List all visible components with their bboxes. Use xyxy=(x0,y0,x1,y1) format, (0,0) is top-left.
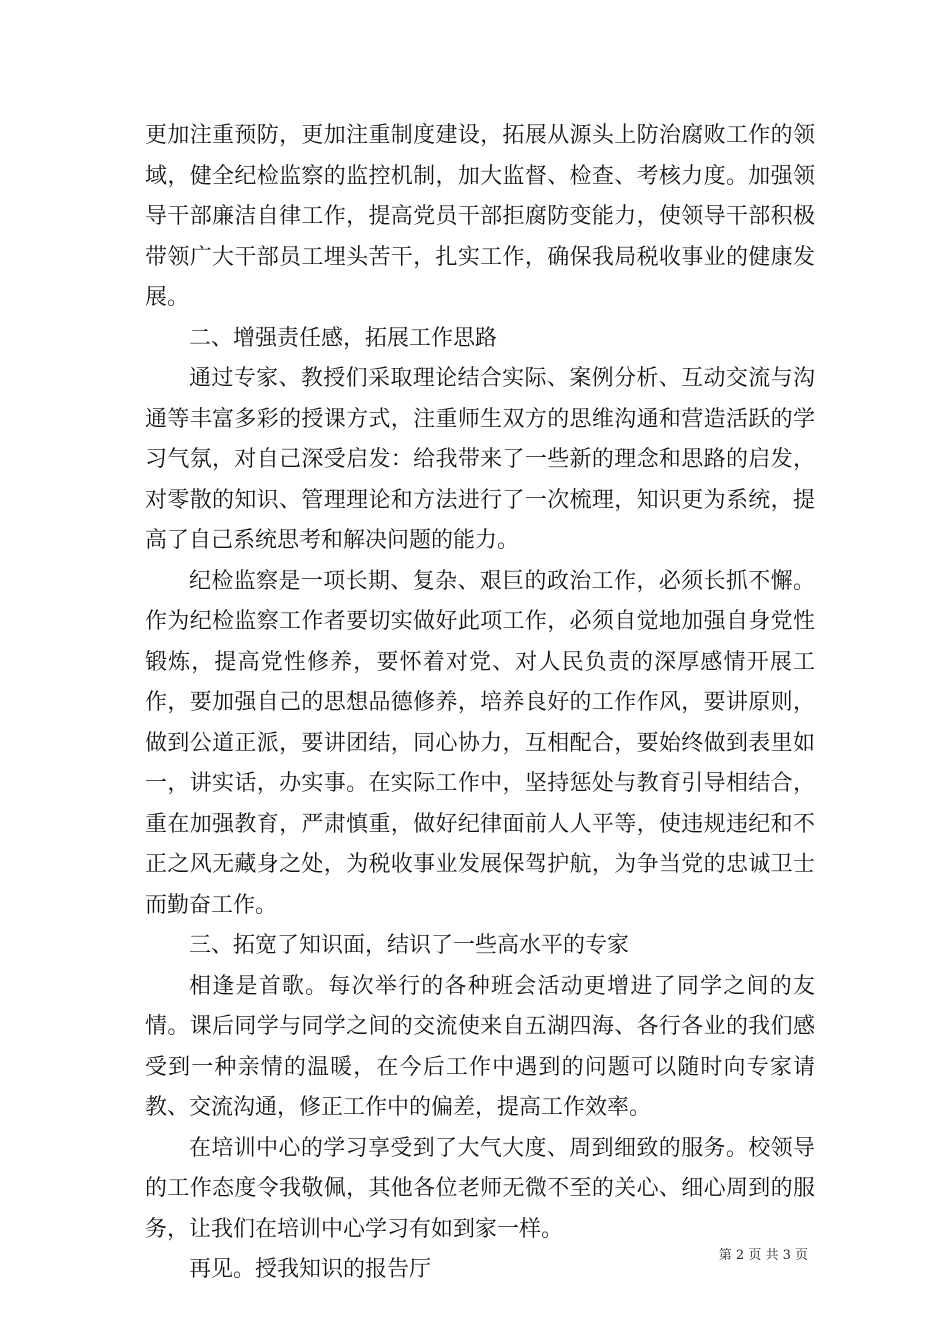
paragraph-continuation: 更加注重预防，更加注重制度建设，拓展从源头上防治腐败工作的领域，健全纪检监察的监控机制，加大监督、检查、考核力度。加强领导干部廉洁自律工作，提高党员干部拒腐防变能力，使领导干部积极带领广大干部员工埋头苦干，扎实工作，确保我局税收事业的健康发展。 xyxy=(145,123,815,310)
section-heading-3: 三、拓宽了知识面，结识了一些高水平的专家 xyxy=(189,933,630,958)
page-number-footer: 第 2 页 共 3 页 xyxy=(718,1248,808,1263)
paragraph-training-center: 在培训中心的学习享受到了大气大度、周到细致的服务。校领导的工作态度令我敬佩，其他各位老师无微不至的关心、细心周到的服务，让我们在培训中心学习有如到家一样。 xyxy=(145,1135,815,1242)
document-body xyxy=(145,116,815,1291)
section-heading-2: 二、增强责任感，拓展工作思路 xyxy=(189,325,498,351)
paragraph-teaching-methods: 通过专家、教授们采取理论结合实际、案例分析、互动交流与沟通等丰富多彩的授课方式，注重师生双方的思维沟通和营造活跃的学习气氛，对自己深受启发：给我带来了一些新的理念和思路的启发，对零散的知识、管理理论和方法进行了一次梳理，知识更为系统，提高了自己系统思考和解决问题的能力。 xyxy=(145,366,815,553)
paragraph-discipline-work: 纪检监察是一项长期、复杂、艰巨的政治工作，必须长抓不懈。作为纪检监察工作者要切实做好此项工作，必须自觉地加强自身党性锻炼，提高党性修养，要怀着对党、对人民负责的深厚感情开展工作，要加强自己的思想品德修养，培养良好的工作作风，要讲原则，做到公道正派，要讲团结，同心协力，互相配合，要始终做到表里如一，讲实话，办实事。在实际工作中，坚持惩处与教育引导相结合，重在加强教育，严肃慎重，做好纪律面前人人平等，使违规违纪和不正之风无藏身之处，为税收事业发展保驾护航，为争当党的忠诚卫士而勤奋工作。 xyxy=(145,568,815,918)
paragraph-farewell: 再见。授我知识的报告厅 xyxy=(189,1257,432,1282)
paragraph-friendship: 相逢是首歌。每次举行的各种班会活动更增进了同学之间的友情。课后同学与同学之间的交流使来自五湖四海、各行各业的我们感受到一种亲情的温暖，在今后工作中遇到的问题可以随时向专家请教、交流沟通，修正工作中的偏差，提高工作效率。 xyxy=(145,973,815,1120)
